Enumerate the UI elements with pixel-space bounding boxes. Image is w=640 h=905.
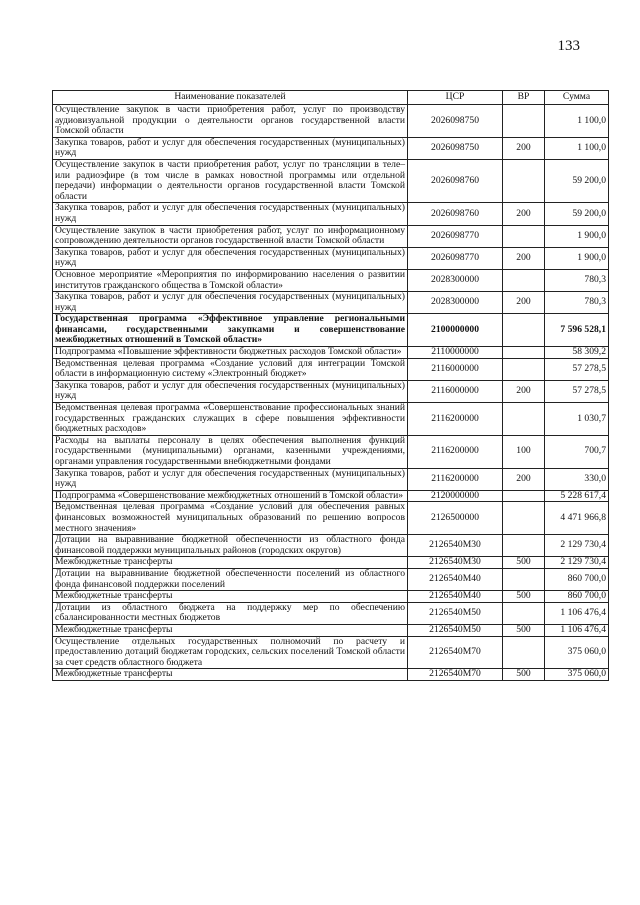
cell-csr: 2026098770	[408, 225, 503, 247]
table-row	[53, 247, 609, 269]
cell-vr	[503, 159, 545, 202]
cell-csr: 2126540М40	[408, 591, 503, 603]
cell-csr: 2100000000	[408, 314, 503, 347]
cell-sum: 4 471 966,8	[545, 502, 609, 535]
cell-csr: 2026098760	[408, 203, 503, 225]
table-row	[53, 535, 609, 557]
cell-name: Осуществление отдельных государственных полномочий по расчету и предоставлению дотаций бюджетам городских, сельских поселений Томской области за счет средств областного бюджета	[53, 636, 408, 669]
cell-csr: 2116000000	[408, 380, 503, 402]
cell-vr	[503, 490, 545, 502]
table-row	[53, 403, 609, 436]
header-csr: ЦСР	[408, 91, 503, 105]
cell-csr: 2126540М30	[408, 535, 503, 557]
cell-sum: 7 596 528,1	[545, 314, 609, 347]
cell-sum: 58 309,2	[545, 347, 609, 359]
cell-sum: 1 100,0	[545, 105, 609, 138]
table-row	[53, 636, 609, 669]
cell-csr: 2116200000	[408, 468, 503, 490]
cell-vr: 500	[503, 669, 545, 681]
cell-sum: 375 060,0	[545, 636, 609, 669]
table-row	[53, 591, 609, 603]
cell-vr	[503, 225, 545, 247]
table-row	[53, 568, 609, 590]
cell-csr: 2126540М70	[408, 669, 503, 681]
cell-vr	[503, 568, 545, 590]
cell-name: Закупка товаров, работ и услуг для обеспечения государственных (муниципальных) нужд	[53, 292, 408, 314]
cell-sum: 330,0	[545, 468, 609, 490]
cell-name: Закупка товаров, работ и услуг для обеспечения государственных (муниципальных) нужд	[53, 380, 408, 402]
table-row	[53, 380, 609, 402]
cell-name: Закупка товаров, работ и услуг для обеспечения государственных (муниципальных) нужд	[53, 137, 408, 159]
cell-name: Межбюджетные трансферты	[53, 624, 408, 636]
table-row	[53, 292, 609, 314]
table-row	[53, 669, 609, 681]
cell-csr: 2110000000	[408, 347, 503, 359]
cell-name: Дотации на выравнивание бюджетной обеспеченности из областного фонда финансовой поддержки муниципальных районов (городских округов)	[53, 535, 408, 557]
cell-name: Ведомственная целевая программа «Создание условий для интеграции Томской области в информационную систему «Электронный бюджет»	[53, 358, 408, 380]
cell-sum: 57 278,5	[545, 358, 609, 380]
table-row	[53, 347, 609, 359]
cell-sum: 1 900,0	[545, 247, 609, 269]
header-sum: Сумма	[545, 91, 609, 105]
cell-vr: 200	[503, 292, 545, 314]
cell-sum: 1 106 476,4	[545, 602, 609, 624]
budget-table	[52, 90, 609, 681]
cell-sum: 780,3	[545, 269, 609, 291]
cell-sum: 860 700,0	[545, 568, 609, 590]
cell-vr: 500	[503, 557, 545, 569]
table-row	[53, 358, 609, 380]
cell-sum: 1 106 476,4	[545, 624, 609, 636]
cell-name: Закупка товаров, работ и услуг для обеспечения государственных (муниципальных) нужд	[53, 203, 408, 225]
cell-name: Дотации из областного бюджета на поддержку мер по обеспечению сбалансированности местных бюджетов	[53, 602, 408, 624]
cell-csr: 2026098770	[408, 247, 503, 269]
cell-vr	[503, 105, 545, 138]
cell-csr: 2116200000	[408, 403, 503, 436]
table-row	[53, 203, 609, 225]
cell-vr	[503, 403, 545, 436]
cell-csr: 2028300000	[408, 269, 503, 291]
cell-name: Государственная программа «Эффективное управление региональными финансами, государственными закупками и совершенствование межбюджетных отношений в Томской области»	[53, 314, 408, 347]
header-vr: ВР	[503, 91, 545, 105]
table-row	[53, 105, 609, 138]
cell-name: Подпрограмма «Совершенствование межбюджетных отношений в Томской области»	[53, 490, 408, 502]
cell-name: Расходы на выплаты персоналу в целях обеспечения выполнения функций государственными (муниципальными) органами, казенными учреждениями, органами управления государственными внебюджетными фондами	[53, 435, 408, 468]
cell-name: Межбюджетные трансферты	[53, 557, 408, 569]
table-row	[53, 314, 609, 347]
cell-name: Осуществление закупок в части приобретения работ, услуг по трансляции в теле– или радиоэфире (в том числе в рамках новостной программы или отдельной передачи) информации о деятельности органов государственной власти Томской области	[53, 159, 408, 202]
cell-sum: 59 200,0	[545, 159, 609, 202]
cell-sum: 2 129 730,4	[545, 535, 609, 557]
table-row	[53, 225, 609, 247]
cell-vr: 200	[503, 247, 545, 269]
page-number: 133	[557, 38, 580, 54]
cell-name: Основное мероприятие «Мероприятия по информированию населения о развитии институтов гражданского общества в Томской области»	[53, 269, 408, 291]
cell-vr	[503, 535, 545, 557]
cell-vr	[503, 502, 545, 535]
cell-csr: 2126540М50	[408, 624, 503, 636]
table-row	[53, 269, 609, 291]
cell-csr: 2116200000	[408, 435, 503, 468]
cell-vr	[503, 314, 545, 347]
table-row	[53, 502, 609, 535]
cell-sum: 2 129 730,4	[545, 557, 609, 569]
cell-sum: 375 060,0	[545, 669, 609, 681]
cell-name: Осуществление закупок в части приобретения работ, услуг по информационному сопровождению деятельности органов государственной власти Томской области	[53, 225, 408, 247]
cell-sum: 1 100,0	[545, 137, 609, 159]
cell-name: Закупка товаров, работ и услуг для обеспечения государственных (муниципальных) нужд	[53, 247, 408, 269]
cell-name: Межбюджетные трансферты	[53, 591, 408, 603]
cell-vr: 200	[503, 203, 545, 225]
table-row	[53, 468, 609, 490]
cell-csr: 2116000000	[408, 358, 503, 380]
cell-csr: 2126500000	[408, 502, 503, 535]
cell-name: Дотации на выравнивание бюджетной обеспеченности поселений из областного фонда финансовой поддержки поселений	[53, 568, 408, 590]
table-row	[53, 490, 609, 502]
cell-sum: 700,7	[545, 435, 609, 468]
cell-vr: 500	[503, 591, 545, 603]
cell-sum: 5 228 617,4	[545, 490, 609, 502]
cell-name: Ведомственная целевая программа «Создание условий для обеспечения равных финансовых возможностей муниципальных образований по решению вопросов местного значения»	[53, 502, 408, 535]
table-row	[53, 435, 609, 468]
cell-vr: 500	[503, 624, 545, 636]
cell-name: Ведомственная целевая программа «Совершенствование профессиональных знаний государственных гражданских служащих в сфере повышения эффективности бюджетных расходов»	[53, 403, 408, 436]
table-row	[53, 624, 609, 636]
cell-csr: 2026098760	[408, 159, 503, 202]
cell-sum: 860 700,0	[545, 591, 609, 603]
cell-sum: 57 278,5	[545, 380, 609, 402]
cell-csr: 2026098750	[408, 105, 503, 138]
cell-vr: 100	[503, 435, 545, 468]
cell-vr	[503, 358, 545, 380]
cell-vr: 200	[503, 137, 545, 159]
cell-csr: 2126540М50	[408, 602, 503, 624]
cell-vr	[503, 636, 545, 669]
cell-sum: 59 200,0	[545, 203, 609, 225]
cell-csr: 2126540М40	[408, 568, 503, 590]
cell-csr: 2028300000	[408, 292, 503, 314]
cell-csr: 2126540М30	[408, 557, 503, 569]
cell-csr: 2026098750	[408, 137, 503, 159]
cell-vr: 200	[503, 468, 545, 490]
cell-vr: 200	[503, 380, 545, 402]
cell-name: Осуществление закупок в части приобретения работ, услуг по производству аудиовизуальной продукции о деятельности органов государственной власти Томской области	[53, 105, 408, 138]
table-row	[53, 602, 609, 624]
table-header-row	[53, 91, 609, 105]
cell-vr	[503, 347, 545, 359]
cell-vr	[503, 602, 545, 624]
cell-csr: 2120000000	[408, 490, 503, 502]
cell-sum: 1 030,7	[545, 403, 609, 436]
table-row	[53, 159, 609, 202]
cell-vr	[503, 269, 545, 291]
cell-csr: 2126540М70	[408, 636, 503, 669]
cell-sum: 1 900,0	[545, 225, 609, 247]
cell-name: Межбюджетные трансферты	[53, 669, 408, 681]
header-name: Наименование показателей	[53, 91, 408, 105]
table-row	[53, 137, 609, 159]
cell-name: Подпрограмма «Повышение эффективности бюджетных расходов Томской области»	[53, 347, 408, 359]
cell-name: Закупка товаров, работ и услуг для обеспечения государственных (муниципальных) нужд	[53, 468, 408, 490]
cell-sum: 780,3	[545, 292, 609, 314]
table-row	[53, 557, 609, 569]
